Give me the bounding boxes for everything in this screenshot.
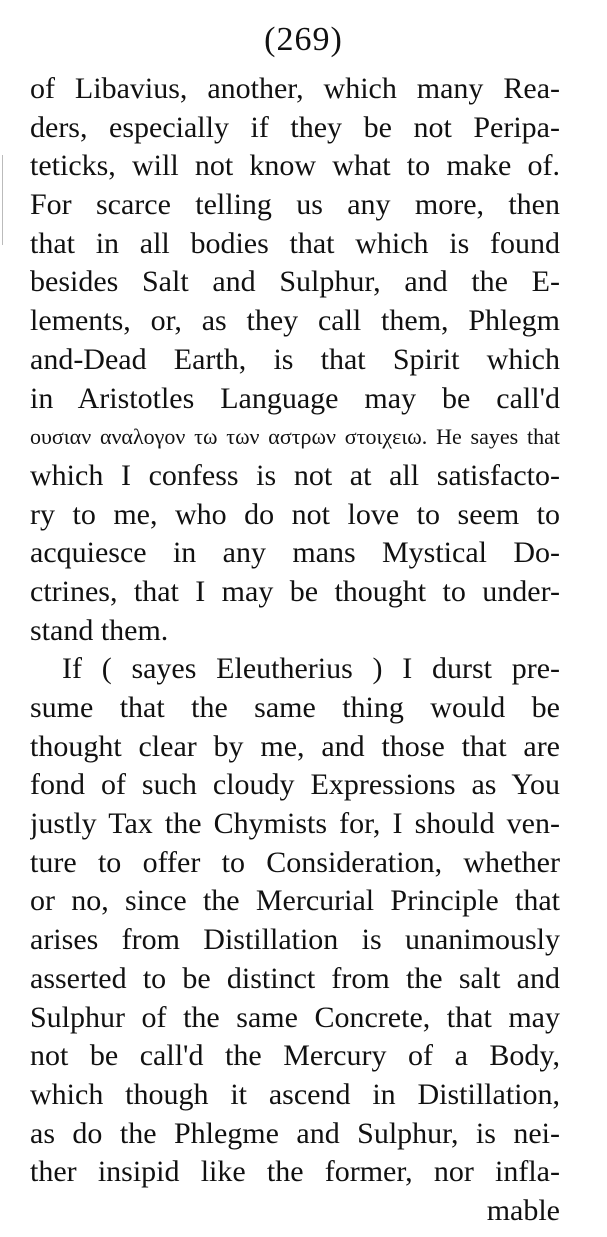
text-line: ther insipid like the former, nor infla- bbox=[30, 1155, 560, 1189]
page-number: (269) bbox=[264, 21, 343, 58]
text-line: in Aristotles Language may be call'd bbox=[30, 381, 560, 415]
text-line: fond of such cloudy Expressions as You bbox=[30, 768, 560, 802]
text-line: lements, or, as they call them, Phlegm bbox=[30, 304, 560, 338]
text-line: not be call'd the Mercury of a Body, bbox=[30, 1039, 560, 1073]
text-line: sume that the same thing would be bbox=[30, 691, 560, 724]
text-line: and-Dead Earth, is that Spirit which bbox=[30, 342, 560, 376]
catchword: mable bbox=[486, 1193, 560, 1227]
body-text bbox=[30, 70, 560, 1231]
text-line-last: stand them. bbox=[30, 613, 169, 647]
text-line: as do the Phlegme and Sulphur, is nei- bbox=[30, 1116, 560, 1150]
text-line: acquiesce in any mans Mystical Do- bbox=[30, 536, 560, 570]
text-line: thought clear by me, and those that are bbox=[30, 729, 560, 763]
text-line: teticks, will not know what to make of. bbox=[30, 149, 560, 183]
text-line: For scarce telling us any more, then bbox=[30, 188, 560, 222]
text-line: of Libavius, another, which many Rea- bbox=[30, 72, 560, 105]
greek-text-line: ουσιαν αναλογον τω των αστρων στοιχειω. He sayes that bbox=[30, 424, 560, 450]
text-line: ture to offer to Consideration, whether bbox=[30, 845, 560, 879]
text-line: justly Tax the Chymists for, I should ven- bbox=[30, 807, 560, 841]
text-line: asserted to be distinct from the salt and bbox=[30, 961, 560, 995]
text-line: arises from Distillation is unanimously bbox=[30, 923, 560, 957]
text-line: ry to me, who do not love to seem to bbox=[30, 497, 560, 531]
text-line: Sulphur of the same Concrete, that may bbox=[30, 1000, 560, 1034]
text-line-indented: If ( sayes Eleutherius ) I durst pre- bbox=[62, 652, 560, 686]
text-line: which I confess is not at all satisfacto- bbox=[30, 458, 560, 492]
text-line: which though it ascend in Distillation, bbox=[30, 1077, 560, 1111]
text-line: ctrines, that I may be thought to under- bbox=[30, 574, 560, 608]
text-line: ders, especially if they be not Peripa- bbox=[30, 110, 560, 144]
text-line: that in all bodies that which is found bbox=[30, 226, 560, 260]
margin-mark bbox=[2, 155, 3, 245]
text-line: or no, since the Mercurial Principle that bbox=[30, 884, 560, 918]
text-line: besides Salt and Sulphur, and the E- bbox=[30, 265, 560, 299]
